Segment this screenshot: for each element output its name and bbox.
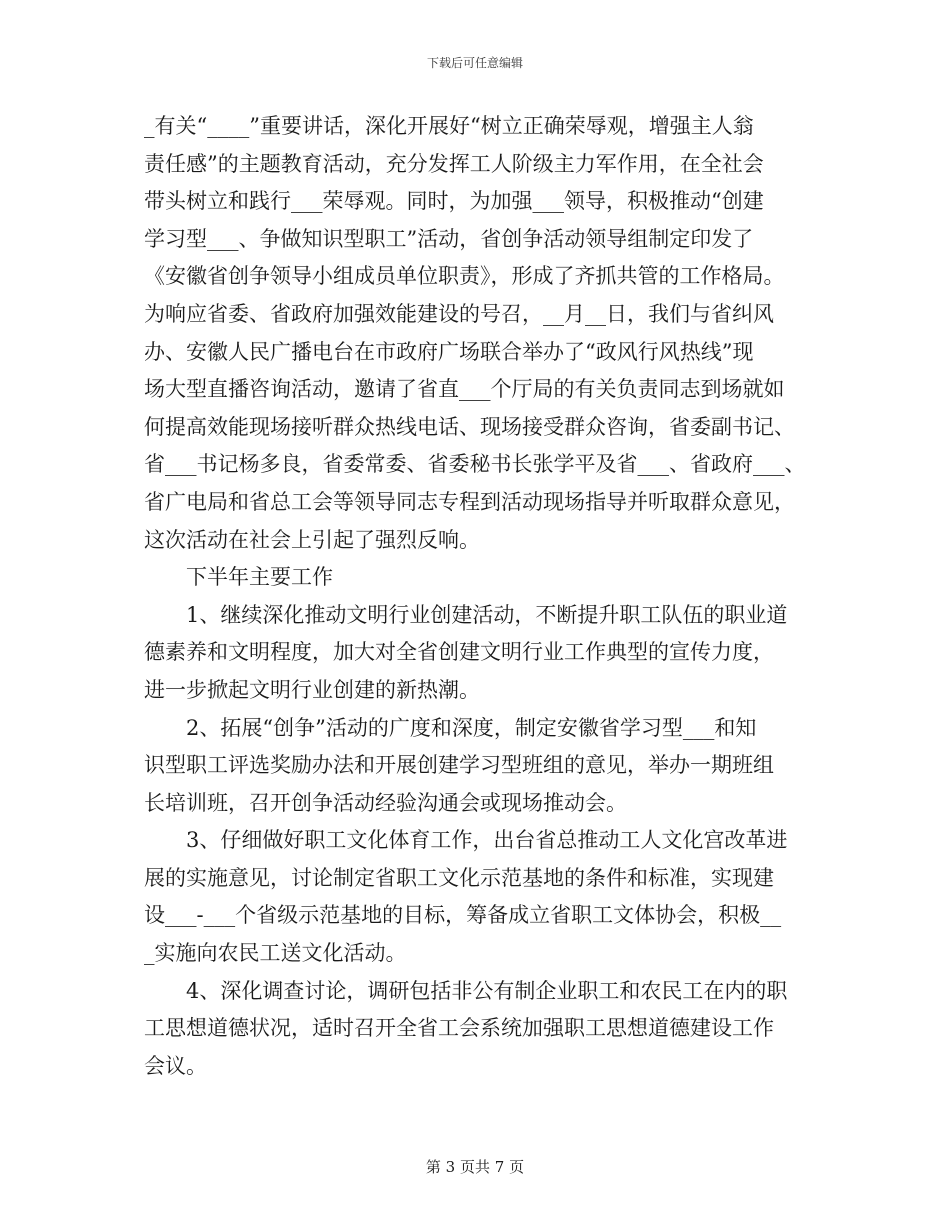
- text-line: 展的实施意见，讨论制定省职工文化示范基地的条件和标准，实现建: [144, 865, 774, 890]
- text-line: 德素养和文明程度，加大对全省创建文明行业工作典型的宣传力度，: [144, 640, 774, 665]
- intro-paragraph: [144, 108, 816, 559]
- page-header: 下载后可任意编辑: [426, 56, 523, 70]
- text-line: 1、继续深化推动文明行业创建活动，不断提升职工队伍的职业道: [186, 602, 788, 627]
- text-line: 场大型直播咨询活动，邀请了省直___个厅局的有关负责同志到场就如: [144, 377, 785, 402]
- work-item-1: [144, 597, 816, 710]
- text-line: 进一步掀起文明行业创建的新热潮。: [144, 677, 480, 702]
- text-line: 长培训班，召开创争活动经验沟通会或现场推动会。: [144, 790, 627, 815]
- text-line: 《安徽省创争领导小组成员单位职责》，形成了齐抓共管的工作格局。: [144, 264, 785, 289]
- work-item-4: [144, 973, 816, 1086]
- text-line: 4、深化调查讨论，调研包括非公有制企业职工和农民工在内的职: [186, 978, 788, 1003]
- text-line: 责任感”的主题教育活动，充分发挥工人阶级主力军作用，在全社会: [144, 151, 764, 176]
- section-title: 下半年主要工作: [186, 565, 333, 590]
- page-footer: 第 3 页共 7 页: [425, 1158, 525, 1176]
- document-body: [144, 108, 816, 1085]
- text-line: 这次活动在社会上引起了强烈反响。: [144, 527, 480, 552]
- text-line: 省___书记杨多良，省委常委、省委秘书长张学平及省___、省政府___、: [144, 452, 806, 477]
- work-item-3: [144, 822, 816, 972]
- text-line: 2、拓展“创争”活动的广度和深度，制定安徽省学习型___和知: [186, 715, 757, 740]
- text-line: 省广电局和省总工会等领导同志专程到活动现场指导并听取群众意见，: [144, 489, 795, 514]
- text-line: 办、安徽人民广播电台在市政府广场联合举办了“政风行风热线”现: [144, 339, 754, 364]
- text-line: _有关“____”重要讲话，深化开展好“树立正确荣辱观，增强主人翁: [144, 114, 754, 138]
- text-line: 为响应省委、省政府加强效能建设的号召，__月__日，我们与省纠风: [144, 301, 774, 326]
- text-line: _实施向农民工送文化活动。: [144, 941, 407, 966]
- text-line: 工思想道德状况，适时召开全省工会系统加强职工思想道德建设工作: [144, 1016, 774, 1041]
- text-line: 设___-___个省级示范基地的目标，筹备成立省职工文体协会，积极__: [144, 903, 782, 928]
- text-line: 带头树立和践行___荣辱观。同时，为加强___领导，积极推动“创建: [144, 189, 764, 214]
- text-line: 会议。: [144, 1053, 207, 1078]
- text-line: 3、仔细做好职工文化体育工作，出台省总推动工人文化宫改革进: [186, 828, 788, 853]
- text-line: 学习型___、争做知识型职工”活动，省创争活动领导组制定印发了: [144, 226, 754, 251]
- text-line: 识型职工评选奖励办法和开展创建学习型班组的意见，举办一期班组: [144, 753, 774, 778]
- text-line: 何提高效能现场接听群众热线电话、现场接受群众咨询，省委副书记、: [144, 414, 795, 439]
- work-item-2: [144, 710, 816, 823]
